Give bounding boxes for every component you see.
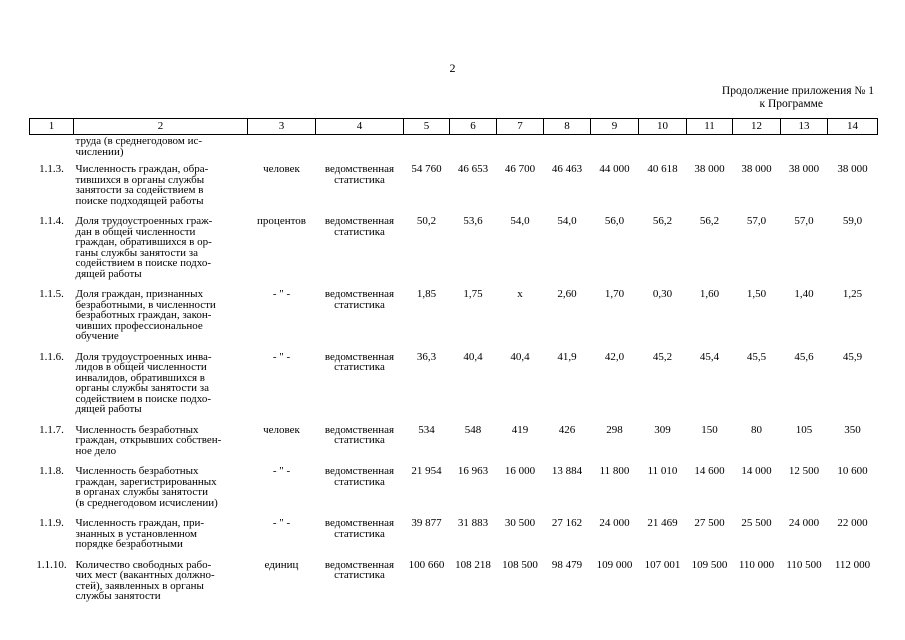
indicator-name: Доля трудоустроенных граж- дан в общей численности граждан, обратившихся в ор- ганы службы занятости за содействием в поиске подхо- дящей работы: [75, 215, 213, 280]
value-cell: 110 500: [786, 558, 822, 571]
source: ведомственная статистика: [324, 558, 395, 581]
value-cell: 107 001: [644, 558, 681, 571]
continued-text: труда (в среднегодовом ис- числении): [75, 135, 202, 158]
value-cell: 109 500: [691, 558, 728, 571]
value-cell: 1,25: [842, 288, 863, 300]
value-cell: 44 000: [599, 163, 630, 175]
row-number: 1.1.7.: [39, 423, 64, 436]
row-number: 1.1.9.: [39, 517, 64, 529]
value-cell: 108 500: [502, 558, 538, 571]
value-cell: х: [517, 288, 523, 300]
value-cell: 108 218: [455, 558, 491, 571]
continuation-line-2: к Программе: [759, 98, 823, 110]
header-cell: 3: [248, 119, 316, 135]
row-number: 1.1.8.: [39, 465, 64, 477]
value-cell: 24 000: [788, 517, 820, 529]
indicator-name: Численность безработных граждан, зарегистрированных в органах службы занятости (в среднегодовом исчислении): [75, 465, 218, 509]
header-cell: 10: [639, 119, 687, 135]
value-cell: 40,4: [463, 350, 483, 363]
value-cell: 11 800: [599, 465, 630, 477]
value-cell: 46 653: [457, 163, 489, 175]
value-cell: 16 963: [457, 465, 489, 477]
source: ведомственная статистика: [324, 517, 395, 540]
value-cell: 1,60: [699, 288, 720, 300]
value-cell: 45,4: [699, 350, 720, 363]
table-row: [30, 465, 878, 517]
value-cell: 54,0: [557, 215, 577, 227]
value-cell: 112 000: [834, 558, 871, 571]
value-cell: 419: [511, 423, 529, 436]
source: ведомственная статистика: [324, 215, 395, 238]
value-cell: 57,0: [794, 215, 814, 227]
unit: единиц: [264, 558, 299, 571]
table-row: [30, 424, 878, 466]
value-cell: 350: [844, 423, 861, 436]
continuation-note: [722, 85, 874, 111]
header-cell: 5: [404, 119, 450, 135]
value-cell: 40,4: [510, 350, 530, 363]
unit: человек: [263, 423, 300, 436]
value-cell: 31 883: [457, 517, 489, 529]
source: ведомственная статистика: [324, 465, 395, 488]
table-row: [30, 517, 878, 559]
value-cell: 45,2: [652, 350, 673, 363]
indicator-name: Количество свободных рабо- чих мест (вакантных должно- стей), заявленных в органы службы занятости: [75, 558, 215, 602]
value-cell: 27 162: [551, 517, 583, 529]
value-cell: 30 500: [504, 517, 536, 529]
value-cell: 22 000: [837, 517, 868, 529]
indicator-name: Численность граждан, при- знанных в установленном порядке безработными: [75, 517, 205, 550]
value-cell: 14 600: [694, 465, 725, 477]
value-cell: 27 500: [694, 517, 725, 529]
value-cell: 548: [464, 423, 482, 436]
value-cell: 110 000: [738, 558, 775, 571]
table-row: [30, 163, 878, 215]
unit: - " -: [272, 465, 291, 477]
value-cell: 2,60: [557, 288, 577, 300]
value-cell: 38 000: [741, 163, 772, 175]
value-cell: 24 000: [599, 517, 630, 529]
value-cell: 38 000: [788, 163, 820, 175]
header-cell: 6: [450, 119, 497, 135]
table-row: [30, 351, 878, 424]
value-cell: 1,40: [794, 288, 814, 300]
unit: - " -: [272, 288, 291, 300]
value-cell: 13 884: [551, 465, 583, 477]
value-cell: 426: [558, 423, 576, 436]
header-cell: 7: [497, 119, 544, 135]
value-cell: 59,0: [842, 215, 863, 227]
value-cell: 12 500: [788, 465, 820, 477]
value-cell: 10 600: [837, 465, 868, 477]
value-cell: 46 463: [551, 163, 583, 175]
value-cell: 40 618: [647, 163, 678, 175]
source: ведомственная статистика: [324, 163, 395, 186]
value-cell: 109 000: [596, 558, 633, 571]
value-cell: 54 760: [411, 163, 442, 175]
value-cell: 45,5: [746, 350, 767, 363]
page-number: 2: [449, 61, 456, 75]
unit: человек: [263, 163, 300, 175]
value-cell: 1,85: [416, 288, 437, 300]
value-cell: 1,75: [463, 288, 483, 300]
indicator-name: Численность безработных граждан, открывших собствен- ное дело: [75, 423, 222, 457]
value-cell: 38 000: [694, 163, 725, 175]
value-cell: 21 469: [647, 517, 678, 529]
value-cell: 46 700: [504, 163, 536, 175]
value-cell: 80: [751, 423, 762, 436]
indicator-name: Численность граждан, обра- тившихся в органы службы занятости за содействием в поиске подходящей работы: [75, 163, 209, 207]
value-cell: 1,50: [746, 288, 767, 300]
table-row: [30, 288, 878, 351]
value-cell: 1,70: [604, 288, 625, 300]
header-cell: 14: [828, 119, 878, 135]
source: ведомственная статистика: [324, 350, 395, 373]
value-cell: 54,0: [510, 215, 530, 227]
indicator-name: Доля трудоустроенных инва- лидов в общей численности инвалидов, обратившихся в органы службы занятости за содействием в поиске подхо- дящей работы: [75, 350, 212, 415]
row-number: 1.1.10.: [36, 558, 67, 571]
header-cell: 12: [733, 119, 781, 135]
header-cell: 1: [30, 119, 74, 135]
value-cell: 0,30: [652, 288, 673, 300]
value-cell: 100 660: [408, 558, 445, 571]
indicator-name: Доля граждан, признанных безработными, в численности безработных граждан, закон- чивших профессиональное обучение: [75, 288, 216, 342]
table-row: [30, 215, 878, 288]
value-cell: 14 000: [741, 465, 772, 477]
value-cell: 56,2: [699, 215, 720, 227]
header-cell: 13: [781, 119, 828, 135]
value-cell: 57,0: [746, 215, 767, 227]
value-cell: 309: [654, 423, 671, 436]
value-cell: 45,6: [794, 350, 814, 363]
value-cell: 42,0: [604, 350, 625, 363]
value-cell: 39 877: [411, 517, 442, 529]
value-cell: 534: [418, 423, 435, 436]
source: ведомственная статистика: [324, 288, 395, 311]
value-cell: 98 479: [551, 558, 583, 571]
table-row-continuation: [30, 135, 878, 164]
header-cell: 2: [74, 119, 248, 135]
value-cell: 56,2: [652, 215, 673, 227]
value-cell: 16 000: [504, 465, 536, 477]
value-cell: 50,2: [416, 215, 437, 227]
row-number: 1.1.3.: [39, 163, 64, 175]
header-cell: 9: [591, 119, 639, 135]
value-cell: 105: [795, 423, 813, 436]
value-cell: 36,3: [416, 350, 437, 363]
value-cell: 41,9: [557, 350, 577, 363]
table-header-row: [30, 119, 878, 135]
continuation-line-1: Продолжение приложения № 1: [721, 85, 874, 97]
indicators-table: [29, 118, 878, 611]
unit: процентов: [257, 215, 306, 227]
header-cell: 8: [544, 119, 591, 135]
value-cell: 38 000: [837, 163, 868, 175]
value-cell: 298: [606, 423, 623, 436]
row-number: 1.1.6.: [39, 350, 64, 363]
value-cell: 150: [701, 423, 718, 436]
value-cell: 25 500: [741, 517, 772, 529]
value-cell: 53,6: [463, 215, 483, 227]
value-cell: 21 954: [411, 465, 442, 477]
table-row: [30, 559, 878, 611]
value-cell: 56,0: [604, 215, 625, 227]
value-cell: 45,9: [842, 350, 863, 363]
row-number: 1.1.4.: [39, 215, 64, 227]
header-cell: 11: [687, 119, 733, 135]
row-number: 1.1.5.: [39, 288, 64, 300]
source: ведомственная статистика: [324, 423, 395, 446]
unit: - " -: [272, 350, 291, 363]
unit: - " -: [272, 517, 291, 529]
value-cell: 11 010: [647, 465, 678, 477]
header-cell: 4: [316, 119, 404, 135]
